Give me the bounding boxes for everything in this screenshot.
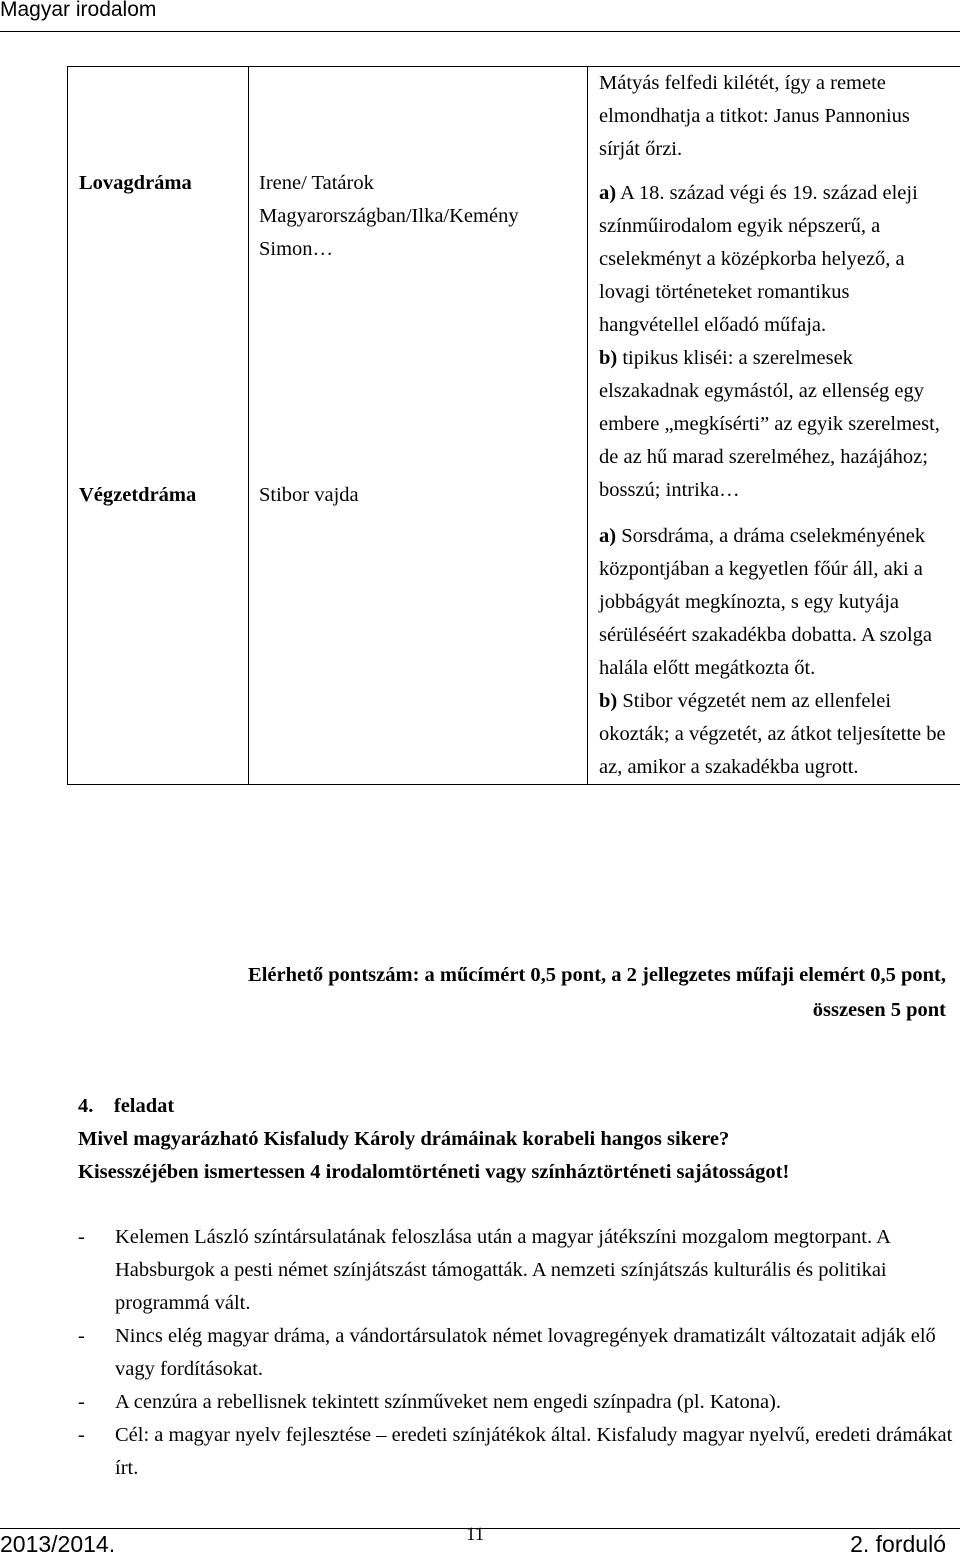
definition-paragraph: a) A 18. század végi és 19. század eleji színműirodalom egyik népszerű, a cselekményt a középkorba helyező, a lovagi történeteket romantikus hangvétellel előadó műfaja. xyxy=(599,182,918,336)
task-question: Mivel magyarázható Kisfaludy Károly drámáinak korabeli hangos sikere? xyxy=(78,1128,730,1150)
page-header xyxy=(0,0,960,36)
works-text: Irene/ Tatárok Magyarországban/Ilka/Kemény Simon… xyxy=(259,172,519,260)
works-text: Stibor vajda xyxy=(259,484,359,506)
genre-label: Végzetdráma xyxy=(79,484,197,506)
intro-paragraph: Mátyás felfedi kilétét, így a remete elmondhatja a titkot: Janus Pannonius sírját őrzi. xyxy=(599,72,910,160)
footer-round: 2. forduló xyxy=(850,1531,946,1557)
answer-list xyxy=(78,1221,958,1485)
task-question: Kisesszéjében ismertessen 4 irodalomtörténeti vagy színháztörténeti sajátosságot! xyxy=(78,1161,790,1183)
points-note xyxy=(80,958,946,1028)
features-paragraph: b) Stibor végzetét nem az ellenfelei okozták; a végzetét, az átkot teljesítette be az, amikor a szakadékba ugrott. xyxy=(599,690,946,778)
genre-label: Lovagdráma xyxy=(79,172,192,194)
genre-table xyxy=(67,66,960,785)
list-item: - A cenzúra a rebellisnek tekintett színműveket nem engedi színpadra (pl. Katona). xyxy=(78,1391,781,1413)
page-number: 11 xyxy=(466,1524,485,1545)
header-title: Magyar irodalom xyxy=(0,0,157,21)
task-number: 4. xyxy=(78,1095,94,1117)
points-line: Elérhető pontszám: a műcímért 0,5 pont, a 2 jellegzetes műfaji elemért 0,5 pont, xyxy=(248,964,946,986)
works-cell xyxy=(249,67,588,785)
task-heading xyxy=(78,1090,958,1123)
definition-paragraph: a) Sorsdráma, a dráma cselekményének központjában a kegyetlen főúr áll, aki a jobbágyát megkínozta, s egy kutyája sérüléséért szakadékba dobatta. A szolga halála előtt megátkozta őt. xyxy=(599,525,932,679)
list-item: - Nincs elég magyar dráma, a vándortársulatok német lovagregények dramatizált változatait adják elő vagy fordításokat. xyxy=(78,1325,936,1380)
page-footer xyxy=(0,1524,960,1561)
description-text xyxy=(588,67,960,784)
task-label: feladat xyxy=(113,1095,175,1117)
points-line: összesen 5 pont xyxy=(812,999,946,1021)
list-item: - Kelemen László színtársulatának feloszlása után a magyar játékszíni mozgalom megtorpant. A Habsburgok a pesti német színjátszást támogatták. A nemzeti színjátszás kulturális és politikai programmá vált. xyxy=(78,1226,890,1314)
genre-cell xyxy=(68,67,249,785)
footer-year: 2013/2014. xyxy=(0,1531,116,1557)
task-block xyxy=(78,1090,958,1189)
features-paragraph: b) tipikus kliséi: a szerelmesek elszakadnak egymástól, az ellenség egy embere „megkísérti” az egyik szerelmest, de az hű marad szerelméhez, hazájához; bosszú; intrika… xyxy=(599,347,940,501)
table-row xyxy=(68,67,960,785)
header-rule xyxy=(0,31,960,32)
description-cell xyxy=(588,67,960,785)
list-item: - Cél: a magyar nyelv fejlesztése – eredeti színjátékok által. Kisfaludy magyar nyelvű, eredeti drámákat írt. xyxy=(78,1424,953,1479)
